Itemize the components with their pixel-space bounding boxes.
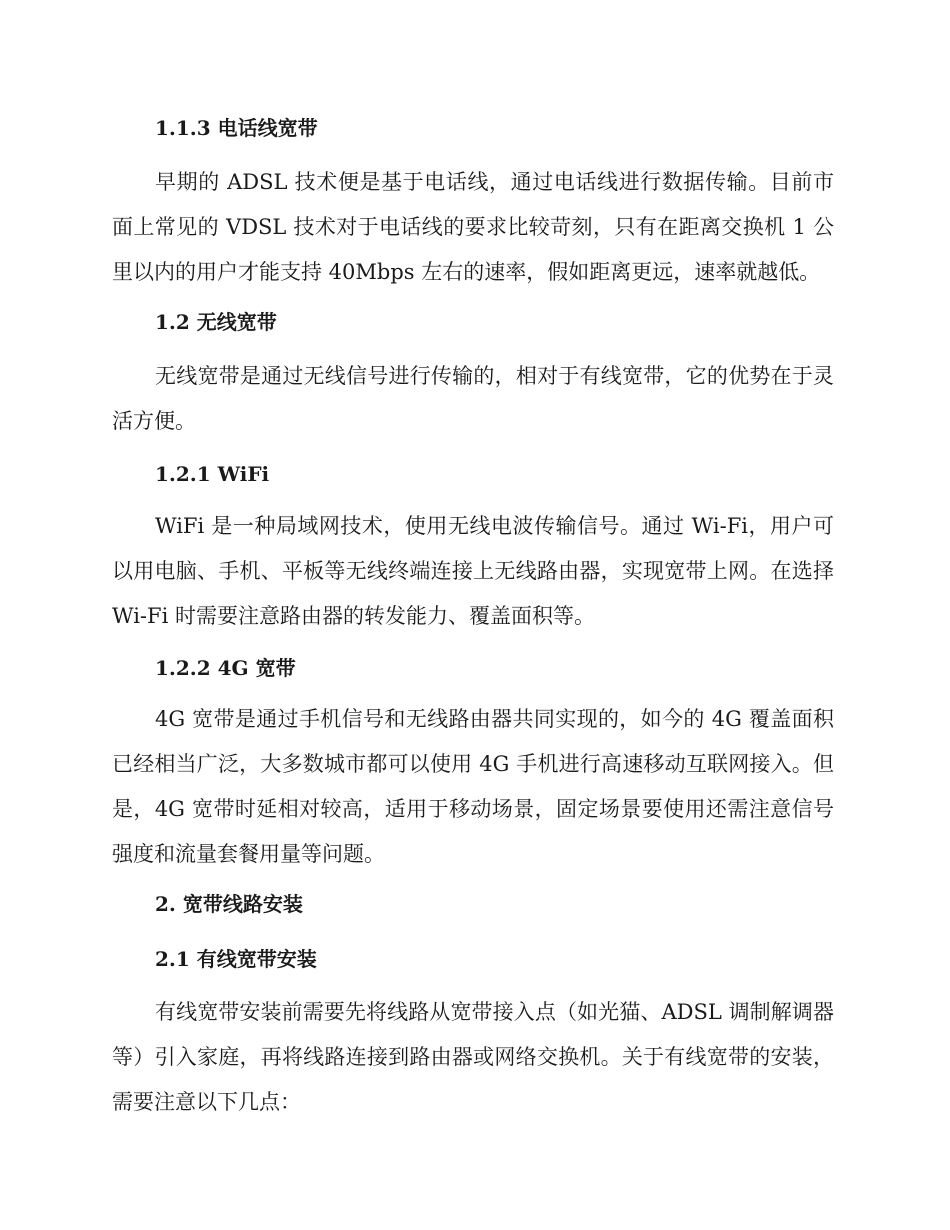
paragraph-wireless-broadband: 无线宽带是通过无线信号进行传输的，相对于有线宽带，它的优势在于灵活方便。 (112, 364, 834, 433)
section-heading-1-2-1: 1.2.1 WiFi (155, 462, 270, 486)
section-heading-1-1-3: 1.1.3 电话线宽带 (155, 116, 318, 140)
paragraph-wired-installation: 有线宽带安装前需要先将线路从宽带接入点（如光猫、ADSL 调制解调器等）引入家庭，再将线路连接到路由器或网络交换机。关于有线宽带的安装，需要注意以下几点： (112, 1000, 834, 1114)
paragraph-4g-broadband: 4G 宽带是通过手机信号和无线路由器共同实现的，如今的 4G 覆盖面积已经相当广泛，大多数城市都可以使用 4G 手机进行高速移动互联网接入。但是，4G 宽带时延相对较高，适用于移动场景，固定场景要使用还需注意信号强度和流量套餐用量等问题。 (112, 707, 834, 866)
section-heading-2-1: 2.1 有线宽带安装 (155, 947, 317, 971)
paragraph-wifi: WiFi 是一种局域网技术，使用无线电波传输信号。通过 Wi-Fi，用户可以用电脑、手机、平板等无线终端连接上无线路由器，实现宽带上网。在选择 Wi-Fi 时需要注意路由器的转发能力、覆盖面积等。 (112, 514, 834, 628)
paragraph-phone-line-broadband: 早期的 ADSL 技术便是基于电话线，通过电话线进行数据传输。目前市面上常见的 VDSL 技术对于电话线的要求比较苛刻，只有在距离交换机 1 公里以内的用户才能支持 40Mbps 左右的速率，假如距离更远，速率就越低。 (112, 170, 834, 284)
section-heading-1-2: 1.2 无线宽带 (155, 310, 277, 334)
section-heading-1-2-2: 1.2.2 4G 宽带 (155, 656, 296, 680)
section-heading-2: 2. 宽带线路安装 (155, 892, 303, 916)
